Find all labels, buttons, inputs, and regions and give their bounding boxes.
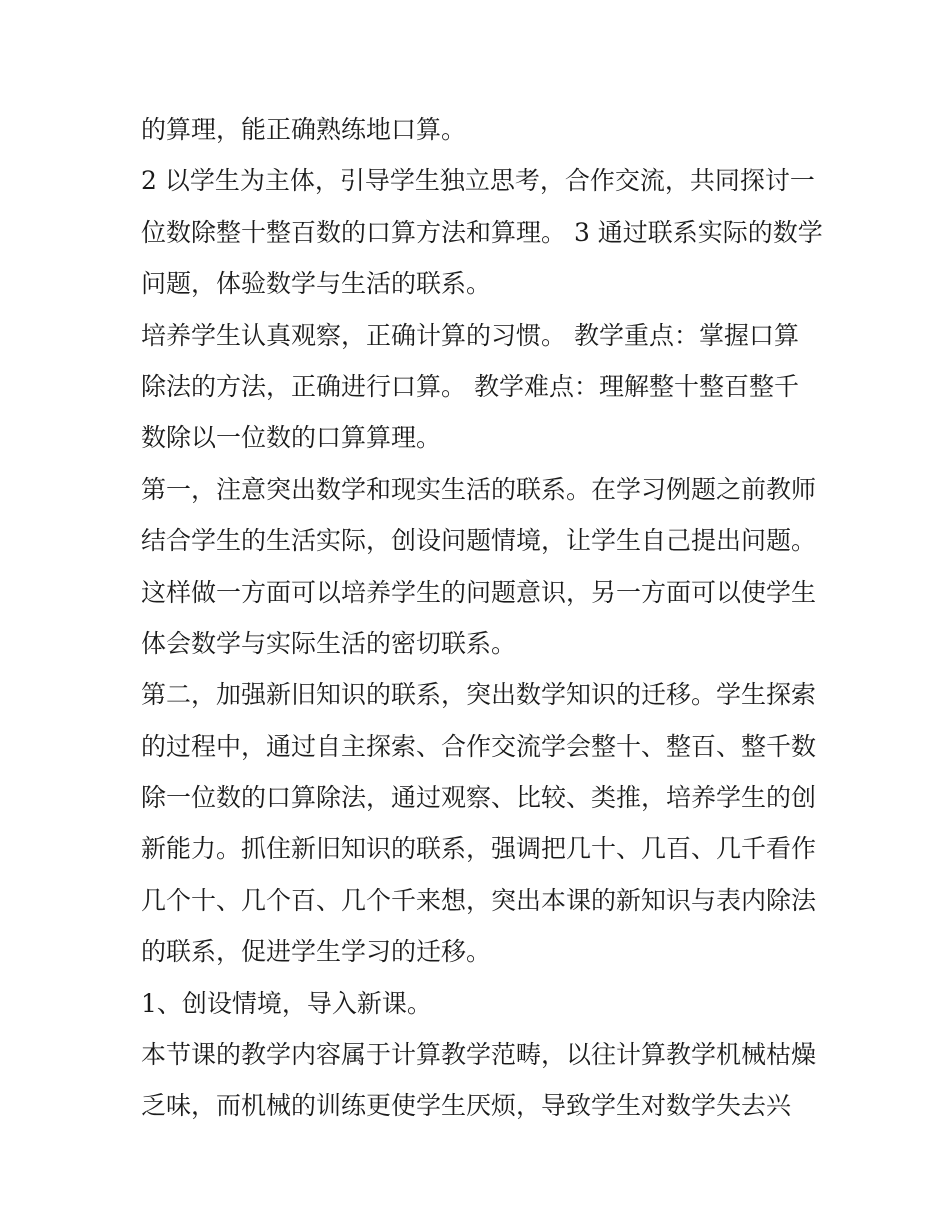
text-line: 的联系，促进学生学习的迁移。 bbox=[141, 937, 492, 967]
text-line: 这样做一方面可以培养学生的问题意识，另一方面可以使学生 bbox=[141, 577, 817, 607]
text-line: 几个十、几个百、几个千来想，突出本课的新知识与表内除法 bbox=[141, 885, 817, 915]
text-line: 问题，体验数学与生活的联系。 bbox=[141, 269, 492, 299]
text-line: 位数除整十整百数的口算方法和算理。 3 通过联系实际的数学 bbox=[141, 217, 823, 247]
text-line: 第一，注意突出数学和现实生活的联系。在学习例题之前教师 bbox=[141, 474, 817, 504]
text-line: 乏味，而机械的训练更使学生厌烦，导致学生对数学失去兴 bbox=[141, 1091, 792, 1121]
text-line: 除法的方法，正确进行口算。 教学难点：理解整十整百整千 bbox=[141, 371, 799, 401]
text-line: 体会数学与实际生活的密切联系。 bbox=[141, 628, 517, 658]
text-line: 的过程中，通过自主探索、合作交流学会整十、整百、整千数 bbox=[141, 731, 817, 761]
text-line: 本节课的教学内容属于计算教学范畴，以往计算教学机械枯燥 bbox=[141, 1040, 817, 1070]
text-line: 1、创设情境，导入新课。 bbox=[141, 988, 432, 1018]
text-line: 结合学生的生活实际，创设问题情境，让学生自己提出问题。 bbox=[141, 526, 817, 556]
text-line: 数除以一位数的口算算理。 bbox=[141, 423, 442, 453]
document-body bbox=[141, 104, 821, 1132]
text-line: 培养学生认真观察，正确计算的习惯。 教学重点：掌握口算 bbox=[141, 320, 799, 350]
text-line: 的算理，能正确熟练地口算。 bbox=[141, 115, 467, 144]
text-line: 2 以学生为主体，引导学生独立思考，合作交流，共同探讨一 bbox=[141, 166, 815, 196]
text-line: 除一位数的口算除法，通过观察、比较、类推，培养学生的创 bbox=[141, 783, 817, 813]
text-line: 第二，加强新旧知识的联系，突出数学知识的迁移。学生探索 bbox=[141, 680, 817, 710]
text-line: 新能力。抓住新旧知识的联系，强调把几十、几百、几千看作 bbox=[141, 834, 817, 864]
